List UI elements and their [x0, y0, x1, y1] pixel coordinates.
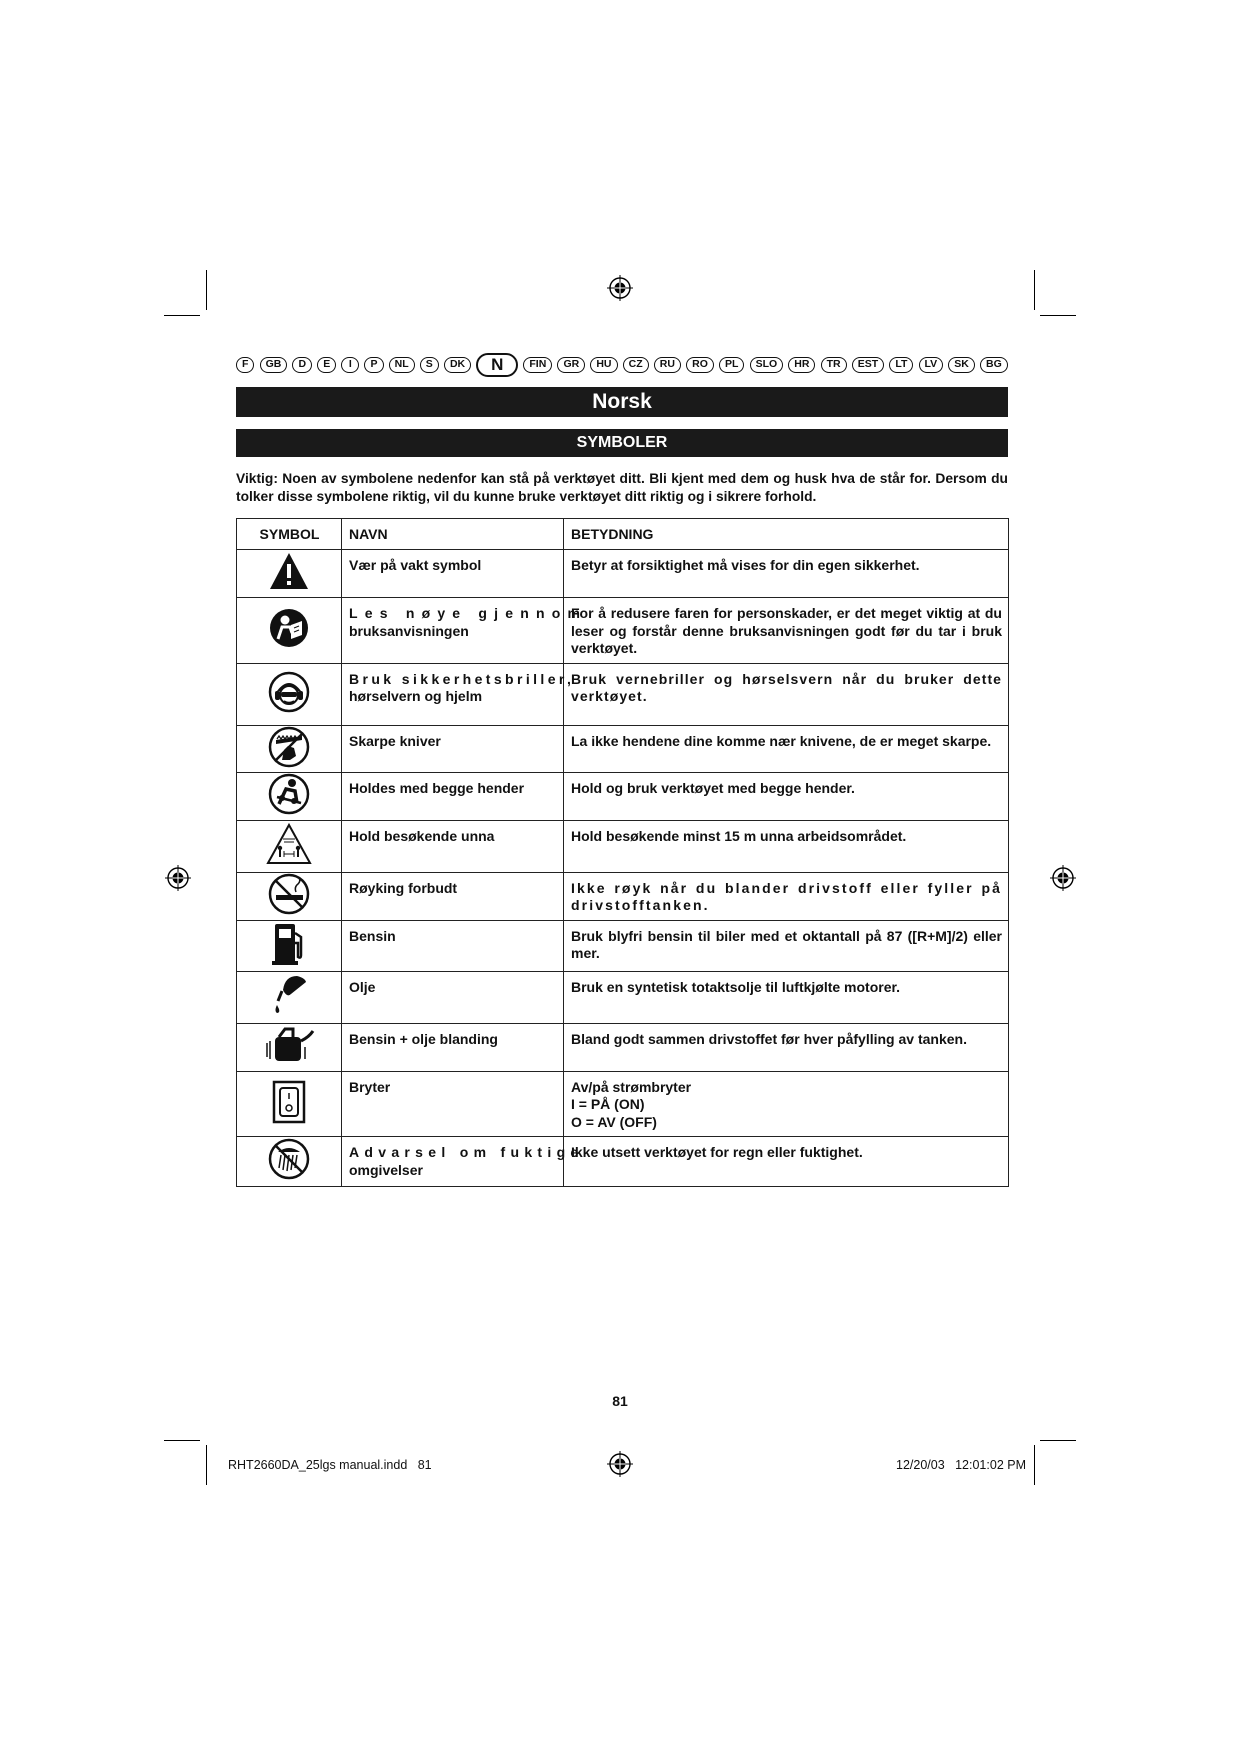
symbol-meaning: For å redusere faren for personskader, er det meget viktig at du leser og forstår denne bruksanvisningen godt før du tar i bruk verktøyet.: [564, 598, 1009, 664]
no-rain-icon: [268, 1138, 310, 1180]
table-row: [237, 820, 1009, 872]
language-tab-lt[interactable]: LT: [889, 357, 913, 373]
language-tab-p[interactable]: P: [364, 357, 383, 373]
language-tab-lv[interactable]: LV: [919, 357, 944, 373]
page-number: 81: [612, 1393, 628, 1409]
footer-filename: RHT2660DA_25lgs manual.indd 81: [228, 1458, 432, 1472]
table-row: [237, 725, 1009, 773]
symbol-meaning: Ikke utsett verktøyet for regn eller fuktighet.: [564, 1137, 1009, 1187]
table-row: [237, 920, 1009, 972]
table-row: [237, 1023, 1009, 1071]
symbol-name: Røyking forbudt: [342, 872, 564, 920]
symbol-meaning: La ikke hendene dine komme nær knivene, de er meget skarpe.: [564, 725, 1009, 773]
intro-paragraph: Viktig: Noen av symbolene nedenfor kan stå på verktøyet ditt. Bli kjent med dem og husk hva de står for. Dersom du tolker disse symbolene riktig, vil du kunne bruke verktøyet ditt riktig og i sikrere forhold.: [236, 471, 1008, 504]
symbol-name: Bensin + olje blanding: [342, 1023, 564, 1071]
symbol-meaning: Bruk en syntetisk totaktsolje til luftkjølte motorer.: [564, 972, 1009, 1024]
symbol-name: Hold besøkende unna: [342, 820, 564, 872]
language-tab-gb[interactable]: GB: [260, 357, 288, 373]
language-tab-hu[interactable]: HU: [590, 357, 617, 373]
protective-gear-icon: [268, 671, 310, 713]
on-off-switch-icon: [271, 1079, 307, 1125]
table-row: [237, 598, 1009, 664]
registration-mark-icon: [165, 865, 191, 891]
symbol-meaning: Hold besøkende minst 15 m unna arbeidsområdet.: [564, 820, 1009, 872]
symbol-cell: [237, 773, 342, 821]
footer-timestamp: 12/20/03 12:01:02 PM: [896, 1458, 1026, 1472]
language-tab-dk[interactable]: DK: [444, 357, 471, 373]
symbols-table: [236, 518, 1009, 1187]
symbol-cell: [237, 725, 342, 773]
symbol-name: Olje: [342, 972, 564, 1024]
registration-mark-icon: [607, 275, 633, 301]
symbol-meaning: Bruk vernebriller og hørselsvern når du bruker dette verktøyet.: [564, 663, 1009, 725]
column-header-symbol: SYMBOL: [237, 519, 342, 550]
table-row: [237, 663, 1009, 725]
symbol-cell: [237, 1137, 342, 1187]
symbol-cell: [237, 1071, 342, 1137]
crop-mark: [206, 270, 207, 310]
symbol-name: Vær på vakt symbol: [342, 550, 564, 598]
registration-mark-icon: [1050, 865, 1076, 891]
table-row: [237, 972, 1009, 1024]
oil-drop-icon: [269, 972, 309, 1018]
column-header-name: NAVN: [342, 519, 564, 550]
symbol-meaning: Ikke røyk når du blander drivstoff eller fyller på drivstofftanken.: [564, 872, 1009, 920]
fuel-pump-icon: [269, 921, 309, 967]
no-smoking-icon: [268, 873, 310, 915]
symbol-meaning: Hold og bruk verktøyet med begge hender.: [564, 773, 1009, 821]
symbol-cell: [237, 872, 342, 920]
symbol-cell: [237, 920, 342, 972]
symbol-meaning: Bruk blyfri bensin til biler med et oktantall på 87 ([R+M]/2) eller mer.: [564, 920, 1009, 972]
language-tab-f[interactable]: F: [236, 357, 254, 373]
crop-mark: [164, 1440, 200, 1441]
crop-mark: [1040, 315, 1076, 316]
language-tab-tr[interactable]: TR: [821, 357, 847, 373]
symbol-name: Advarsel om fuktige omgivelser: [342, 1137, 564, 1187]
symbol-name: Les nøye gjennom bruksanvisningen: [342, 598, 564, 664]
language-tabs: [236, 353, 1008, 377]
column-header-meaning: BETYDNING: [564, 519, 1009, 550]
language-tab-est[interactable]: EST: [852, 357, 884, 373]
symbol-name: Bensin: [342, 920, 564, 972]
section-heading: SYMBOLER: [236, 429, 1008, 457]
table-row: [237, 550, 1009, 598]
language-tab-cz[interactable]: CZ: [623, 357, 649, 373]
crop-mark: [1040, 1440, 1076, 1441]
sharp-blades-icon: [268, 726, 310, 768]
symbol-cell: [237, 972, 342, 1024]
fuel-mix-can-icon: [261, 1025, 317, 1065]
keep-distance-icon: [265, 822, 313, 866]
language-tab-sk[interactable]: SK: [948, 357, 975, 373]
crop-mark: [1034, 270, 1035, 310]
language-tab-bg[interactable]: BG: [980, 357, 1008, 373]
symbol-cell: [237, 663, 342, 725]
symbol-name: Holdes med begge hender: [342, 773, 564, 821]
language-tab-s[interactable]: S: [420, 357, 439, 373]
table-row: [237, 1071, 1009, 1137]
language-tab-i[interactable]: I: [341, 357, 359, 373]
crop-mark: [164, 315, 200, 316]
warning-triangle-icon: [268, 550, 310, 592]
symbol-meaning: Betyr at forsiktighet må vises for din egen sikkerhet.: [564, 550, 1009, 598]
symbol-name: Bryter: [342, 1071, 564, 1137]
symbol-meaning: Av/på strømbryter I = PÅ (ON) O = AV (OFF): [564, 1071, 1009, 1137]
language-tab-d[interactable]: D: [292, 357, 312, 373]
two-hands-icon: [268, 773, 310, 815]
language-tab-gr[interactable]: GR: [557, 357, 585, 373]
crop-mark: [206, 1445, 207, 1485]
table-row: [237, 872, 1009, 920]
language-tab-e[interactable]: E: [317, 357, 336, 373]
language-tab-slo[interactable]: SLO: [750, 357, 784, 373]
table-row: [237, 1137, 1009, 1187]
read-manual-icon: [268, 607, 310, 649]
symbol-cell: [237, 1023, 342, 1071]
symbol-cell: [237, 598, 342, 664]
symbol-cell: [237, 820, 342, 872]
language-tab-pl[interactable]: PL: [719, 357, 744, 373]
registration-mark-icon: [607, 1451, 633, 1477]
table-row: [237, 773, 1009, 821]
language-tab-ro[interactable]: RO: [686, 357, 714, 373]
language-tab-nl[interactable]: NL: [389, 357, 415, 373]
language-tab-fin[interactable]: FIN: [523, 357, 552, 373]
symbol-name: Bruk sikkerhetsbriller, hørselvern og hjelm: [342, 663, 564, 725]
crop-mark: [1034, 1445, 1035, 1485]
symbol-name: Skarpe kniver: [342, 725, 564, 773]
symbol-meaning: Bland godt sammen drivstoffet før hver påfylling av tanken.: [564, 1023, 1009, 1071]
language-tab-ru[interactable]: RU: [654, 357, 681, 373]
page-title: Norsk: [236, 387, 1008, 417]
language-tab-n[interactable]: N: [476, 353, 518, 377]
symbol-cell: [237, 550, 342, 598]
language-tab-hr[interactable]: HR: [788, 357, 815, 373]
table-header-row: [237, 519, 1009, 550]
